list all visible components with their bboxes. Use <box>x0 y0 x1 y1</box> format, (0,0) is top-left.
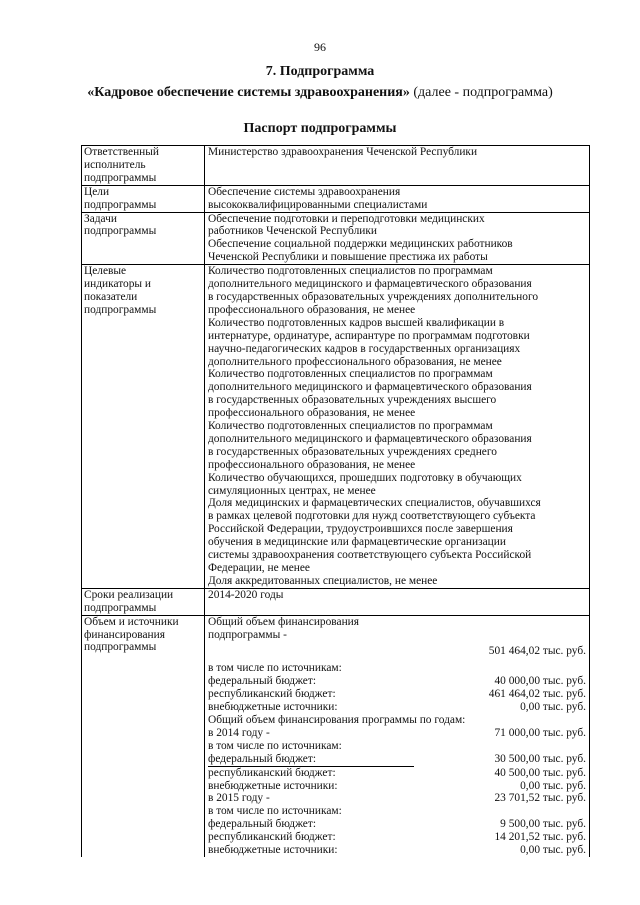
row-timeline <box>82 588 590 615</box>
subprogram-name: «Кадровое обеспечение системы здравоохранения» <box>87 85 410 100</box>
section-title: 7. Подпрограмма <box>265 64 375 79</box>
row-tasks <box>82 212 590 265</box>
row-value: Общий объем финансирования подпрограммы - 501 464,02 тыс. руб. в том числе по источникам: федеральный бюджет: 40 000,00 тыс. руб. республиканский бюджет: 461 464,02 тыс. руб. внебюджетные источники: 0,00 тыс. руб. Общий объем финансирования программы по годам: в 2014 году - 71 000,00 тыс. руб. в том числе по источникам: федеральный бюджет: 30 500,00 тыс. руб. республиканский бюджет: 40 500,00 тыс. руб. внебюджетные источники: 0,00 тыс. руб. в 2015 году - 23 701,52 тыс. руб. в том числе по источникам: федеральный бюджет: 9 500,00 тыс. руб. республиканский бюджет: 14 201,52 тыс. руб. внебюджетные источники: 0,00 тыс. руб. <box>205 615 590 857</box>
fin-row: внебюджетные источники: 0,00 тыс. руб. <box>208 844 586 857</box>
passport-title: Паспорт подпрограммы <box>243 121 397 136</box>
row-label: Объем и источники финансирования подпрограммы <box>82 615 205 857</box>
fin-row: федеральный бюджет: 30 500,00 тыс. руб. <box>208 752 586 765</box>
row-value: Обеспечение подготовки и переподготовки медицинских работников Чеченской Республики Обеспечение социальной поддержки медицинских работников Чеченской Республики и повышение престижа их работы <box>205 212 590 265</box>
subprogram-suffix: (далее - подпрограмма) <box>409 85 553 100</box>
row-responsible <box>82 146 590 186</box>
row-value: Количество подготовленных специалистов по программам дополнительного медицинского и фармацевтического образования в государственных образовательных учреждениях дополнительного профессионального образования, не менее Количество подготовленных кадров высшей квалификации в интернатуре, ординатуре, аспирантуре по программам подготовки научно-педагогических кадров в государственных организациях дополнительного профессионального образования, не менее Количество подготовленных специалистов по программам дополнительного медицинского и фармацевтического образования в государственных образовательных учреждениях высшего профессионального образования, не менее Количество подготовленных специалистов по программам дополнительного медицинского и фармацевтического образования в государственных образовательных учреждениях среднего профессионального образования, не менее Количество обучающихся, прошедших подготовку в обучающих симуляционных центрах, не менее Доля медицинских и фармацевтических специалистов, обучавшихся в рамках целевой подготовки для нужд соответствующего субъекта Российской Федерации, трудоустроившихся после завершения обучения в медицинские или фармацевтические организации системы здравоохранения соответствующего субъекта Российской Федерации, не менее Доля аккредитованных специалистов, не менее <box>205 265 590 589</box>
row-financing <box>82 615 590 857</box>
row-value: Обеспечение системы здравоохранения высококвалифицированными специалистами <box>205 185 590 212</box>
row-label: Ответственный исполнитель подпрограммы <box>82 146 205 186</box>
fin-row: в 2015 году - 23 701,52 тыс. руб. <box>208 792 586 805</box>
row-label: Задачи подпрограммы <box>82 212 205 265</box>
passport-table <box>81 145 590 857</box>
fin-row: федеральный бюджет: 40 000,00 тыс. руб. <box>208 675 586 688</box>
fin-row: федеральный бюджет: 9 500,00 тыс. руб. <box>208 818 586 831</box>
fin-row: республиканский бюджет: 14 201,52 тыс. руб. <box>208 831 586 844</box>
row-indicators <box>82 265 590 589</box>
page-number: 96 <box>314 40 326 54</box>
fin-row: в 2014 году - 71 000,00 тыс. руб. <box>208 726 586 739</box>
fin-row: республиканский бюджет: 461 464,02 тыс. руб. <box>208 688 586 701</box>
row-label: Целевые индикаторы и показатели подпрограммы <box>82 265 205 589</box>
row-value: Министерство здравоохранения Чеченской Республики <box>205 146 590 186</box>
row-goals <box>82 185 590 212</box>
fin-row: внебюджетные источники: 0,00 тыс. руб. <box>208 701 586 714</box>
row-label: Цели подпрограммы <box>82 185 205 212</box>
subprogram-title <box>0 85 640 101</box>
fin-row: внебюджетные источники: 0,00 тыс. руб. <box>208 779 586 792</box>
row-label: Сроки реализации подпрограммы <box>82 588 205 615</box>
fin-row: республиканский бюджет: 40 500,00 тыс. руб. <box>208 766 586 779</box>
total-amount: 501 464,02 тыс. руб. <box>488 645 586 658</box>
row-value: 2014-2020 годы <box>205 588 590 615</box>
